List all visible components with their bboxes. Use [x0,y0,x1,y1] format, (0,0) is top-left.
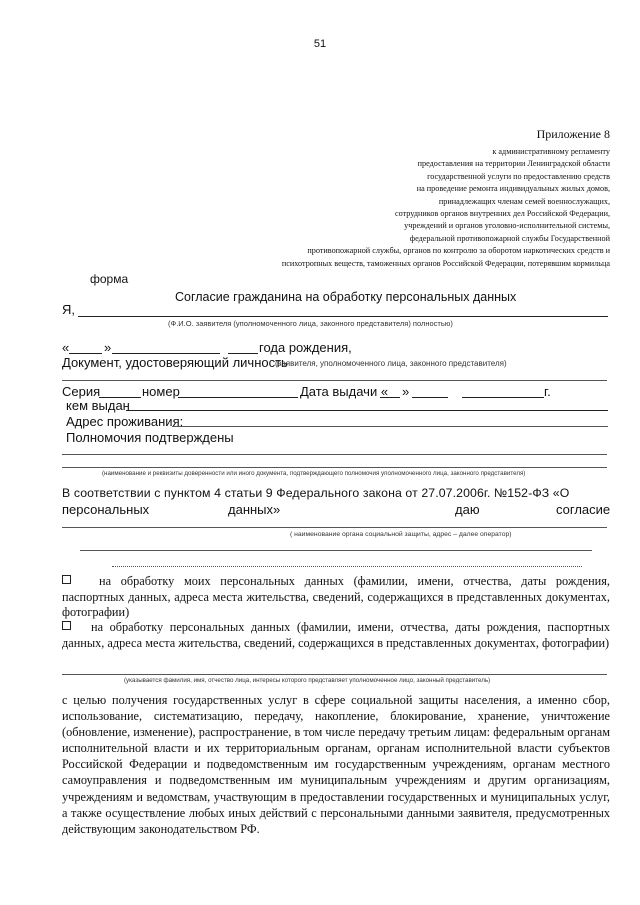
fio-caption: (Ф.И.О. заявителя (уполномоченного лица, законного представителя) полностью) [168,319,453,328]
authority-field-2[interactable] [62,467,607,468]
issued-by-label: кем выдан [66,398,130,413]
appendix-line: психотропных веществ, таможенных органов Российской Федерации, потерявшим кормильца [281,258,610,268]
option-own-data[interactable] [62,574,610,621]
number-label: номер [142,384,180,399]
address-field[interactable] [172,426,608,427]
series-label: Серия [62,384,101,399]
birth-month-field[interactable] [112,353,220,354]
birth-label: года рождения, [259,340,352,355]
purpose-paragraph: с целью получения государственных услуг в сфере социальной защиты населения, а именно сбор, использование, систематизацию, передачу, накопление, блокирование, хранение, уничтожение (обновление, изменение), распространение, в том числе передачу третьим лицам: федеральным органам исполнительной власти и их территориальным органам, органам исполнительной власти субъектов Российской Федерации и подведомственным им государственным учреждениям, органам местного самоуправления и подведомственным им муниципальным учреждениям и другим организациям, учреждениям и ведомствам, участвующим в предоставлении государственных и муниципальных услуг, а также осуществление любых иных действий с персональными данными заявителя, предусмотренных действующим законодательством РФ. [62,693,610,836]
birth-day-field[interactable] [69,353,102,354]
issue-day-field[interactable] [380,397,400,398]
option-represented-data[interactable] [62,620,610,651]
page-number: 51 [313,38,327,50]
authority-caption: (наименование и реквизиты доверенности или иного документа, подтверждающего полномочия уполномоченного лица, законного представителя) [102,470,526,477]
year-suffix: г. [544,384,551,399]
doc-type-field[interactable] [62,380,607,381]
form-title: Согласие гражданина на обработку персональных данных [175,290,517,304]
appendix-line: предоставления на территории Ленинградской области [417,159,610,169]
consent-word-personal: персональных [62,502,150,517]
consent-line-1: В соответствии с пунктом 4 статьи 9 Федерального закона от 27.07.2006г. №152-ФЗ «О [62,486,570,500]
operator-field-3[interactable] [112,566,582,567]
consent-word-consent: согласие [556,502,611,517]
issued-by-field[interactable] [126,410,608,411]
appendix-title: Приложение 8 [536,127,610,141]
consent-word-data: данных» [228,502,281,517]
birth-quote-close: » [104,340,112,355]
issue-year-field[interactable] [462,397,544,398]
option-own-data-text: на обработку моих персональных данных (фамилии, имени, отчества, даты рождения, паспортных данных, адреса места жительства, сведений, содержащихся в представленных документах, фотографии) [62,574,610,620]
represented-caption: (указывается фамилия, имя, отчество лица, интересы которого представляет уполномоченное лицо, законный представитель) [124,677,491,684]
issue-month-field[interactable] [412,397,448,398]
checkbox-own-data[interactable] [62,575,71,584]
issue-date-label: Дата выдачи « [300,384,389,399]
appendix-line: государственной услуги по предоставлению средств [427,171,610,181]
birth-year-field[interactable] [228,353,258,354]
authority-field[interactable] [62,454,607,455]
appendix-line: федеральной противопожарной службы Государственной [409,233,610,243]
form-label: форма [90,272,129,286]
ya-label: Я, [62,302,75,317]
doc-label: Документ, удостоверяющий личность [62,355,288,370]
option-represented-data-text: на обработку персональных данных (фамилии, имени, отчества, даты рождения, паспортных данных, адреса места жительства, сведений, содержащихся в представленных документах, фотографии) [62,620,610,650]
operator-field[interactable] [62,527,607,528]
address-label: Адрес проживания: [66,414,184,429]
fio-field[interactable] [78,316,608,317]
issue-date-close: » [402,384,410,399]
appendix-line: учреждений и органов уголовно-исполнительной системы, [404,221,610,231]
birth-quote-open: « [62,340,70,355]
appendix-line: на проведение ремонта индивидуальных жилых домов, [416,184,610,194]
checkbox-represented-data[interactable] [62,621,71,630]
represented-person-field[interactable] [62,674,607,675]
doc-note: (заявителя, уполномоченного лица, законного представителя) [275,359,507,368]
appendix-description [190,146,610,270]
authority-label: Полномочия подтверждены [66,430,234,445]
appendix-line: сотрудников органов внутренних дел Российской Федерации, [395,209,610,219]
appendix-line: противопожарной службы, органов по контролю за оборотом наркотических средств и [307,246,610,256]
consent-word-give: даю [455,502,480,517]
appendix-line: принадлежащих членам семей военнослужащих, [438,196,610,206]
operator-field-2[interactable] [80,550,592,551]
number-field[interactable] [178,397,298,398]
appendix-line: к административному регламенту [492,147,610,156]
operator-caption: ( наименование органа социальной защиты, адрес – далее оператор) [290,531,512,538]
